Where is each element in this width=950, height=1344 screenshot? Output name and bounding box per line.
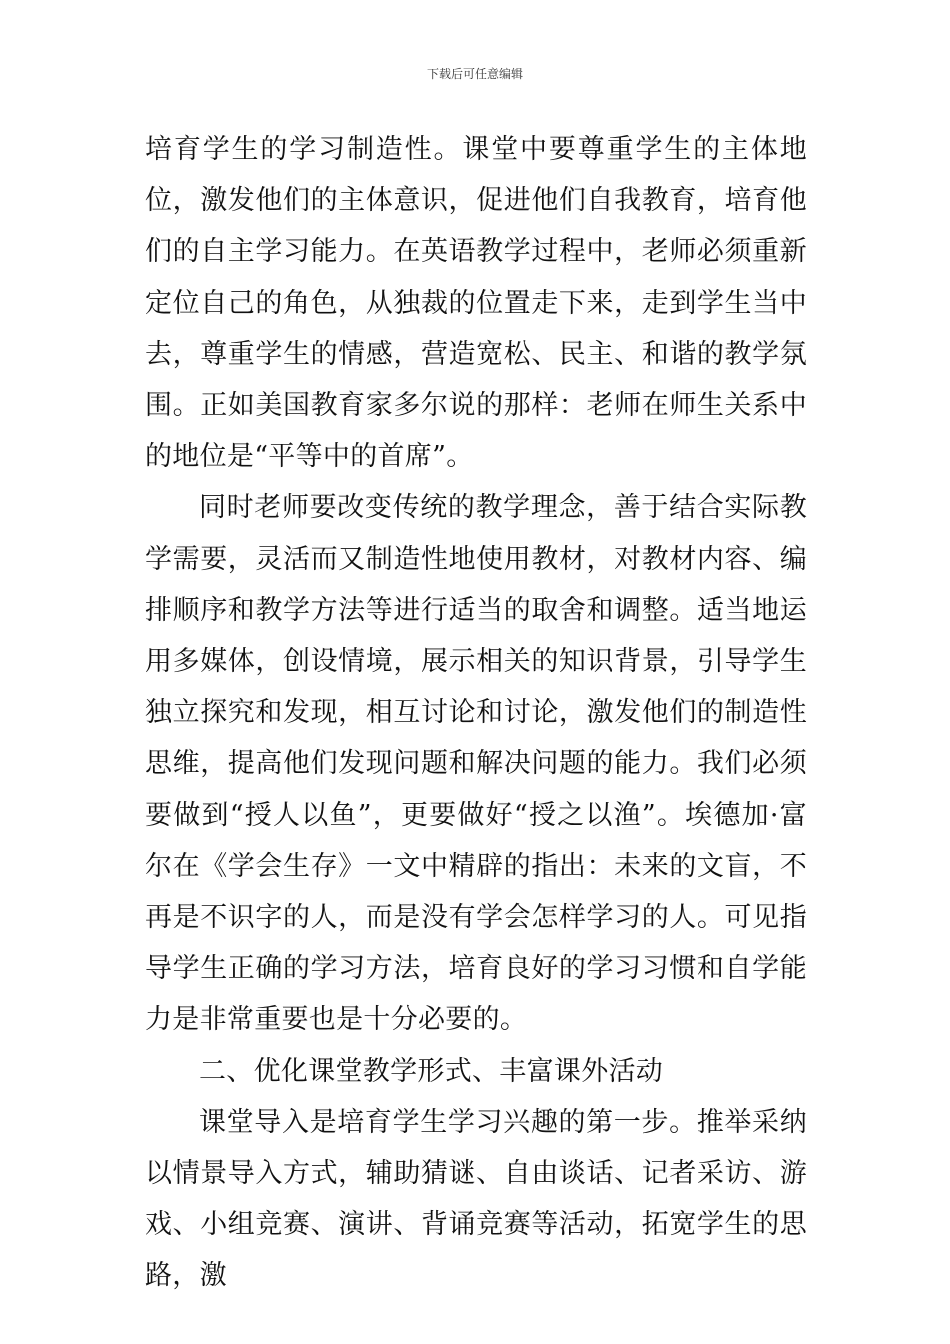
section-heading: 二、优化课堂教学形式、丰富课外活动	[199, 1055, 664, 1087]
document-body	[145, 124, 807, 1302]
page-header: 下载后可任意编辑	[426, 67, 523, 81]
paragraph-1: 培育学生的学习制造性。课堂中要尊重学生的主体地位，激发他们的主体意识，促进他们自我教育，培育他们的自主学习能力。在英语教学过程中，老师必须重新定位自己的角色，从独裁的位置走下来，走到学生当中去，尊重学生的情感，营造宽松、民主、和谐的教学氛围。正如美国教育家多尔说的那样：老师在师生关系中的地位是“平等中的首席”。	[145, 134, 807, 473]
paragraph-3: 课堂导入是培育学生学习兴趣的第一步。推举采纳以情景导入方式，辅助猜谜、自由谈话、记者采访、游戏、小组竞赛、演讲、背诵竞赛等活动，拓宽学生的思路，激	[145, 1106, 807, 1292]
paragraph-2: 同时老师要改变传统的教学理念，善于结合实际教学需要，灵活而又制造性地使用教材，对教材内容、编排顺序和教学方法等进行适当的取舍和调整。适当地运用多媒体，创设情境，展示相关的知识背景，引导学生独立探究和发现，相互讨论和讨论，激发他们的制造性思维，提高他们发现问题和解决问题的能力。我们必须要做到“授人以鱼”，更要做好“授之以渔”。埃德加·富尔在《学会生存》一文中精辟的指出：未来的文盲，不再是不识字的人，而是没有学会怎样学习的人。可见指导学生正确的学习方法，培育良好的学习习惯和自学能力是非常重要也是十分必要的。	[145, 492, 807, 1036]
